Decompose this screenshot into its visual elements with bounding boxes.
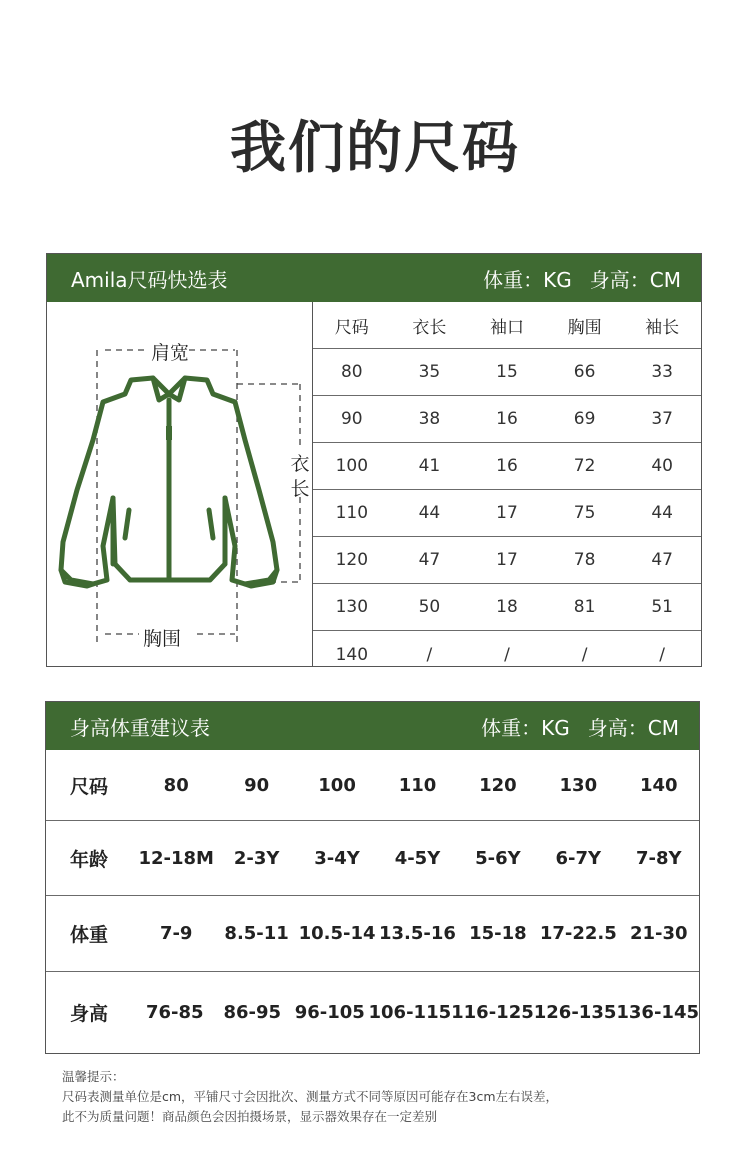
table-cell: / bbox=[504, 644, 510, 665]
quick-table-title: Amila尺码快选表 bbox=[71, 267, 228, 292]
row-value: 100 bbox=[318, 774, 356, 796]
recommend-row-size bbox=[46, 750, 699, 821]
table-cell: 72 bbox=[573, 456, 596, 476]
table-row bbox=[313, 349, 701, 396]
jacket-diagram bbox=[47, 302, 313, 666]
size-table-header: 衣长 bbox=[412, 317, 447, 338]
table-row bbox=[313, 537, 701, 584]
recommend-table-title: 身高体重建议表 bbox=[70, 715, 210, 740]
row-value: 12-18M bbox=[138, 847, 214, 869]
table-cell: 66 bbox=[573, 362, 596, 382]
table-cell: 110 bbox=[335, 503, 369, 523]
table-cell: 38 bbox=[418, 409, 441, 429]
table-cell: 120 bbox=[335, 550, 369, 570]
table-row bbox=[313, 584, 701, 631]
row-value: 17-22.5 bbox=[539, 923, 617, 944]
row-value: 21-30 bbox=[629, 923, 688, 944]
row-value: 90 bbox=[244, 774, 270, 796]
row-value: 7-8Y bbox=[635, 847, 682, 869]
size-measurement-table bbox=[313, 302, 701, 666]
row-label: 体重 bbox=[70, 924, 109, 946]
unit-weight: 体重：KG bbox=[483, 267, 572, 292]
table-cell: 51 bbox=[651, 597, 673, 617]
notes bbox=[62, 1067, 558, 1127]
unit-weight: 体重：KG bbox=[481, 715, 570, 740]
height-weight-table bbox=[45, 701, 700, 1054]
table-cell: 75 bbox=[573, 503, 596, 523]
table-cell: 16 bbox=[496, 409, 518, 429]
table-cell: 17 bbox=[496, 503, 518, 523]
row-value: 116-125 bbox=[451, 1001, 534, 1023]
table-cell: 50 bbox=[418, 597, 441, 617]
recommend-row-age bbox=[46, 821, 699, 896]
size-table-header-row bbox=[313, 302, 701, 349]
quick-table-header bbox=[47, 254, 701, 302]
row-value: 8.5-11 bbox=[224, 923, 289, 944]
unit-height: 身高：CM bbox=[589, 267, 681, 292]
length-label: 衣长 bbox=[290, 453, 310, 500]
table-cell: 130 bbox=[335, 597, 369, 617]
table-cell: 37 bbox=[651, 409, 673, 429]
chest-label: 胸围 bbox=[143, 628, 182, 650]
table-cell: 80 bbox=[340, 362, 363, 382]
table-cell: 18 bbox=[496, 597, 518, 617]
row-value: 120 bbox=[479, 774, 517, 796]
notes-heading: 温馨提示： bbox=[62, 1069, 125, 1084]
row-value: 2-3Y bbox=[233, 847, 280, 869]
row-value: 126-135 bbox=[533, 1001, 617, 1023]
row-value: 76-85 bbox=[145, 1001, 204, 1023]
table-cell: 44 bbox=[418, 503, 441, 523]
row-value: 7-9 bbox=[159, 923, 193, 944]
table-cell: 44 bbox=[651, 503, 673, 523]
table-cell: 33 bbox=[651, 362, 673, 382]
table-row bbox=[313, 490, 701, 537]
row-value: 130 bbox=[559, 774, 598, 796]
row-label: 身高 bbox=[70, 1002, 109, 1025]
recommend-row-weight bbox=[46, 896, 699, 972]
table-cell: 16 bbox=[496, 456, 518, 476]
row-value: 6-7Y bbox=[555, 847, 602, 869]
table-cell: / bbox=[659, 644, 666, 665]
table-cell: 47 bbox=[651, 550, 673, 570]
row-value: 136-145 bbox=[616, 1001, 699, 1023]
row-value: 106-115 bbox=[368, 1001, 452, 1023]
table-cell: 69 bbox=[573, 409, 596, 429]
size-table-header: 袖口 bbox=[489, 317, 524, 338]
size-table-header: 袖长 bbox=[645, 317, 680, 338]
row-value: 3-4Y bbox=[314, 847, 360, 869]
table-row bbox=[313, 631, 701, 678]
size-quick-table bbox=[46, 253, 702, 667]
page-title: 我们的尺码 bbox=[230, 116, 520, 181]
table-cell: 90 bbox=[340, 409, 363, 429]
table-cell: 100 bbox=[335, 456, 369, 476]
table-cell: 41 bbox=[418, 456, 441, 476]
table-cell: 140 bbox=[335, 644, 369, 665]
table-cell: 47 bbox=[418, 550, 441, 570]
table-row bbox=[313, 443, 701, 490]
row-value: 140 bbox=[639, 774, 678, 796]
recommend-table-header bbox=[46, 702, 699, 750]
table-row bbox=[313, 396, 701, 443]
quick-table-units bbox=[483, 264, 681, 293]
table-cell: / bbox=[581, 644, 588, 665]
row-value: 86-95 bbox=[223, 1001, 282, 1023]
notes-line: 此不为质量问题！商品颜色会因拍摄场景，显示器效果存在一定差别 bbox=[62, 1109, 438, 1124]
table-cell: / bbox=[426, 644, 433, 665]
recommend-row-height bbox=[46, 972, 699, 1052]
shoulder-label: 肩宽 bbox=[151, 342, 190, 364]
row-value: 5-6Y bbox=[475, 847, 521, 869]
size-table-header: 尺码 bbox=[334, 317, 369, 338]
row-value: 10.5-14 bbox=[298, 923, 376, 944]
table-cell: 81 bbox=[573, 597, 596, 617]
row-value: 80 bbox=[163, 774, 189, 796]
row-value: 15-18 bbox=[469, 923, 527, 944]
unit-height: 身高：CM bbox=[587, 715, 679, 740]
table-cell: 15 bbox=[496, 362, 518, 382]
table-cell: 35 bbox=[418, 362, 441, 382]
notes-line: 尺码表测量单位是cm，平铺尺寸会因批次、测量方式不同等原因可能存在3cm左右误差， bbox=[62, 1089, 559, 1104]
row-value: 96-105 bbox=[294, 1001, 365, 1023]
recommend-table-units bbox=[481, 712, 679, 741]
row-label: 年龄 bbox=[70, 848, 109, 871]
row-value: 4-5Y bbox=[394, 847, 441, 869]
row-value: 13.5-16 bbox=[379, 923, 456, 944]
table-cell: 17 bbox=[496, 550, 518, 570]
table-cell: 78 bbox=[573, 550, 596, 570]
table-cell: 40 bbox=[651, 456, 673, 476]
row-value: 110 bbox=[398, 774, 437, 796]
size-table-header: 胸围 bbox=[567, 317, 602, 338]
row-label: 尺码 bbox=[70, 775, 109, 798]
